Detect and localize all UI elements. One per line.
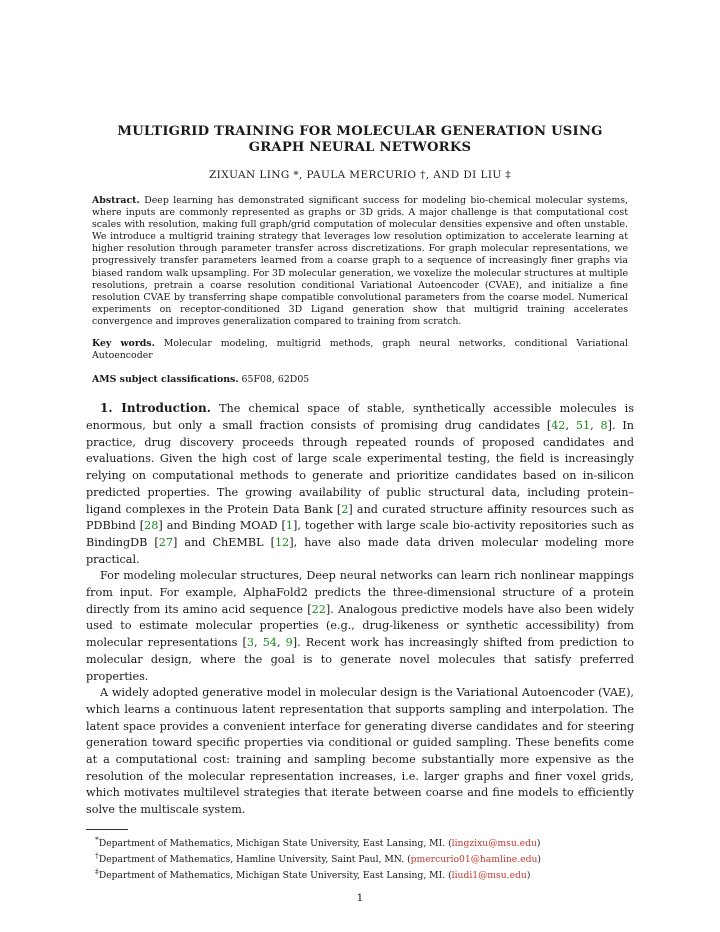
text-run: For modeling molecular structures, Deep neural networks can learn rich nonlinear mappings from input. For example, AlphaFold2 predicts the three-dimensional structure of a protein directly from its amino acid sequence [	[86, 569, 634, 616]
text-run: ] and curated structure affinity resources such as PDBbind [	[86, 502, 634, 533]
keywords-text: Molecular modeling, multigrid methods, graph neural networks, conditional Variational Autoencoder	[92, 338, 628, 362]
citation-link[interactable]: 3	[246, 636, 254, 650]
footnote-text: )	[526, 870, 531, 882]
ams-text: 65F08, 62D05	[241, 374, 310, 386]
footnote-text: Department of Mathematics, Hamline University, Saint Paul, MN. (	[98, 854, 411, 866]
footnote-mark: ‡	[95, 867, 99, 877]
citation-link[interactable]: 28	[144, 519, 159, 533]
intro-paragraph-3: A widely adopted generative model in molecular design is the Variational Autoencoder (VAE), which learns a continuous latent representation that supports sampling and interpolation. The latent space provides a convenient interface for generating diverse candidates and for steering generation toward specific properties via conditional or guided sampling. These benefits come at a computational cost: training and sampling become substantially more expensive as the resolution of the molecular representation increases, i.e. larger graphs and finer voxel grids, which motivates multilevel strategies that iterate between coarse and fine models to efficiently solve the multiscale system.	[86, 686, 634, 817]
abstract-text: Deep learning has demonstrated significant success for modeling bio-chemical molecular systems, where inputs are commonly represented as graphs or 3D grids. A major challenge is that computational cost scales with resolution, making full graph/grid computation of molecular densities expensive and often unstable. We introduce a multigrid training strategy that leverages low resolution optimization to accelerate learning at higher resolution through parameter transfer across discretizations. For graph molecular representations, we progressively transfer parameters learned from a coarse graph to a sequence of increasingly finer graphs via biased random walk upsampling. For 3D molecular generation, we voxelize the molecular structures at multiple resolutions, pretrain a coarse resolution conditional Variational Autoencoder (CVAE), and initialize a fine resolution CVAE by transferring shape compatible convolutional parameters from the coarse model. Numerical experiments on receptor-conditioned 3D Ligand generation show that multigrid training accelerates convergence and improves generalization compared to training from scratch.	[92, 195, 629, 327]
footnote	[86, 866, 634, 882]
paper-page	[86, 124, 634, 904]
paper-title	[86, 124, 634, 156]
footnote-text: Department of Mathematics, Michigan State University, East Lansing, MI. (	[98, 870, 452, 882]
citation-link[interactable]: 27	[158, 535, 173, 549]
text-run: ]. In practice, drug discovery proceeds through repeated rounds of proposed candidates and evaluations. Given the high cost of large scale experimental testing, the field is increasingly relying on computational methods to generate and prioritize candidates based on in-silicon predicted properties. The growing availability of public structural data, including protein–ligand complexes in the Protein Data Bank [	[86, 419, 634, 516]
citation-link[interactable]: 1	[285, 519, 293, 533]
keywords	[86, 338, 634, 362]
citation-link[interactable]: 42	[551, 419, 566, 433]
footnote-mark: *	[95, 834, 99, 844]
footnote-text: )	[536, 837, 541, 849]
author-list: ZIXUAN LING *, PAULA MERCURIO †, AND DI LIU ‡	[208, 169, 512, 181]
abstract-label: Abstract.	[92, 195, 140, 206]
intro-paragraph-2: For modeling molecular structures, Deep neural networks can learn rich nonlinear mappings from input. For example, AlphaFold2 predicts the three-dimensional structure of a protein directly from its amino acid sequence [22]. Analogous predictive models have also been widely used to estimate molecular properties (e.g., drug-likeness or synthetic accessibility) from molecular representations [3, 54, 9]. Recent work has increasingly shifted from prediction to molecular design, where the goal is to generate novel molecules that satisfy preferred properties.	[86, 569, 634, 683]
footnote	[86, 850, 634, 866]
title-line-2: GRAPH NEURAL NETWORKS	[248, 140, 472, 155]
citation-link[interactable]: 2	[341, 502, 349, 516]
citation-link[interactable]: 12	[274, 535, 290, 549]
text-run: ] and Binding MOAD [	[158, 519, 286, 533]
email-link[interactable]: lingzixu@msu.edu	[451, 837, 537, 849]
intro-paragraph-1: 1. Introduction. The chemical space of stable, synthetically accessible molecules is enormous, but only a small fraction consists of promising drug candidates [42, 51, 8]. In practice, drug discovery proceeds through repeated rounds of proposed candidates and evaluations. Given the high cost of large scale experimental testing, the field is increasingly relying on computational methods to generate and prioritize candidates based on in-silicon predicted properties. The growing availability of public structural data, including protein–ligand complexes in the Protein Data Bank [2] and curated structure affinity resources such as PDBbind [28] and Binding MOAD [1], together with large scale bio-activity repositories such as BindingDB [27] and ChEMBL [12], have also made data driven molecular modeling more practical.	[86, 401, 635, 566]
keywords-label: Key words.	[92, 338, 155, 350]
text-run: ], together with large scale bio-activity repositories such as BindingDB [	[86, 519, 635, 549]
text-run: ] and ChEMBL [	[172, 535, 275, 549]
ams-classifications	[86, 374, 634, 386]
page-number: 1	[356, 891, 364, 904]
email-link[interactable]: liudi1@msu.edu	[451, 870, 527, 882]
citation-link[interactable]: 9	[285, 636, 293, 650]
citation-link[interactable]: 22	[311, 602, 326, 616]
email-link[interactable]: pmercurio01@hamline.edu	[410, 854, 538, 866]
abstract	[86, 195, 634, 328]
footnote-text: )	[537, 854, 541, 866]
footnote	[86, 834, 634, 850]
footnote-text: Department of Mathematics, Michigan State University, East Lansing, MI. (	[98, 837, 452, 849]
text-run: ]. Recent work has increasingly shifted from prediction to molecular design, where the goal is to generate novel molecules that satisfy preferred properties.	[86, 636, 634, 683]
footnote-divider	[86, 829, 128, 830]
text-run: ], have also made data driven molecular modeling more practical.	[86, 535, 634, 566]
introduction-section	[86, 400, 634, 819]
citation-link[interactable]: 51	[575, 419, 591, 433]
text-run: ]. Analogous predictive models have also been widely used to estimate molecular properties (e.g., drug-likeness or synthetic accessibility) from molecular representations [	[86, 602, 634, 650]
citation-link[interactable]: 8	[600, 419, 608, 433]
citation-link[interactable]: 54	[262, 636, 277, 650]
footnote-mark: †	[95, 851, 99, 861]
text-run: The chemical space of stable, synthetically accessible molecules is enormous, but only a small fraction consists of promising drug candidates [	[86, 402, 635, 433]
section-heading: 1. Introduction.	[100, 401, 211, 416]
footnotes	[86, 834, 634, 883]
ams-label: AMS subject classifications.	[92, 374, 239, 386]
title-line-1: MULTIGRID TRAINING FOR MOLECULAR GENERATION USING	[117, 124, 603, 139]
